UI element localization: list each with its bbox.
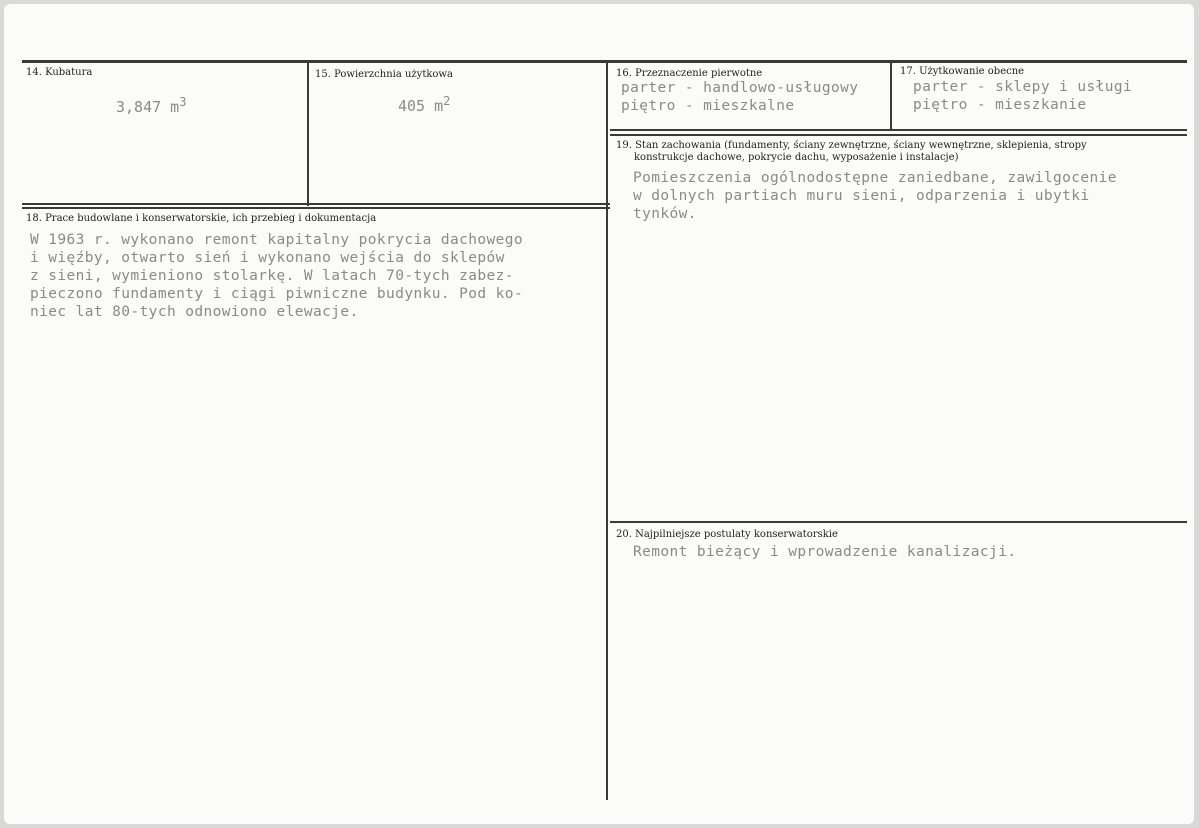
rule-v-center [606,62,608,800]
field-19-line-3: tynków. [633,206,697,222]
top-rule-left [22,60,610,63]
field-16-line-2: piętro - mieszkalne [621,98,795,114]
field-14-label: 14. Kubatura [26,67,93,78]
field-19-label-line-2: konstrukcje dachowe, pokrycie dachu, wyposażenie i instalacje) [634,152,959,163]
field-16-line-1: parter - handlowo-usługowy [621,80,859,96]
rule-above-20 [610,521,1187,523]
field-18-line-3: z sieni, wymieniono stolarkę. W latach 70-tych zabez- [30,268,514,284]
field-15-exponent: 2 [443,94,451,108]
field-15-value: 405 $m^2$ [398,94,451,115]
field-18-line-5: niec lat 80-tych odnowiono elewacje. [30,304,359,320]
field-18-line-4: pieczono fundamenty i ciągi piwniczne budynku. Pod ko- [30,286,524,302]
field-18-line-1: W 1963 r. wykonano remont kapitalny pokrycia dachowego [30,232,524,248]
rule-under-16-17 [610,129,1187,131]
field-17-line-1: parter - sklepy i usługi [913,79,1133,95]
field-19-line-2: w dolnych partiach muru sieni, odparzenia i ubytki [633,188,1090,204]
rule-v-14-15 [307,62,309,206]
field-19-label-line-1: 19. Stan zachowania (fundamenty, ściany zewnętrzne, ściany wewnętrzne, sklepienia, stropy [616,140,1087,151]
top-rule-right [610,60,1187,63]
field-17-line-2: piętro - mieszkanie [913,97,1087,113]
rule-under-14-15 [22,203,610,205]
field-15-label: 15. Powierzchnia użytkowa [315,69,453,80]
field-19-line-1: Pomieszczenia ogólnodostępne zaniedbane, zawilgocenie [633,170,1117,186]
field-20-line-1: Remont bieżący i wprowadzenie kanalizacji. [633,544,1017,560]
rule-v-16-17 [890,62,892,131]
field-17-label: 17. Użytkowanie obecne [900,66,1025,77]
field-18-label: 18. Prace budowlane i konserwatorskie, ich przebieg i dokumentacja [26,213,377,224]
rule-above-18 [22,207,610,209]
field-14-exponent: 3 [179,95,187,109]
field-16-label: 16. Przeznaczenie pierwotne [616,68,763,79]
field-14-value: 3,847 $m^3$ [116,95,187,116]
rule-above-19 [610,134,1187,136]
field-20-label: 20. Najpilniejsze postulaty konserwatorskie [616,529,838,540]
record-card [4,4,1194,824]
field-18-line-2: i więźby, otwarto sień i wykonano wejścia do sklepów [30,250,505,266]
